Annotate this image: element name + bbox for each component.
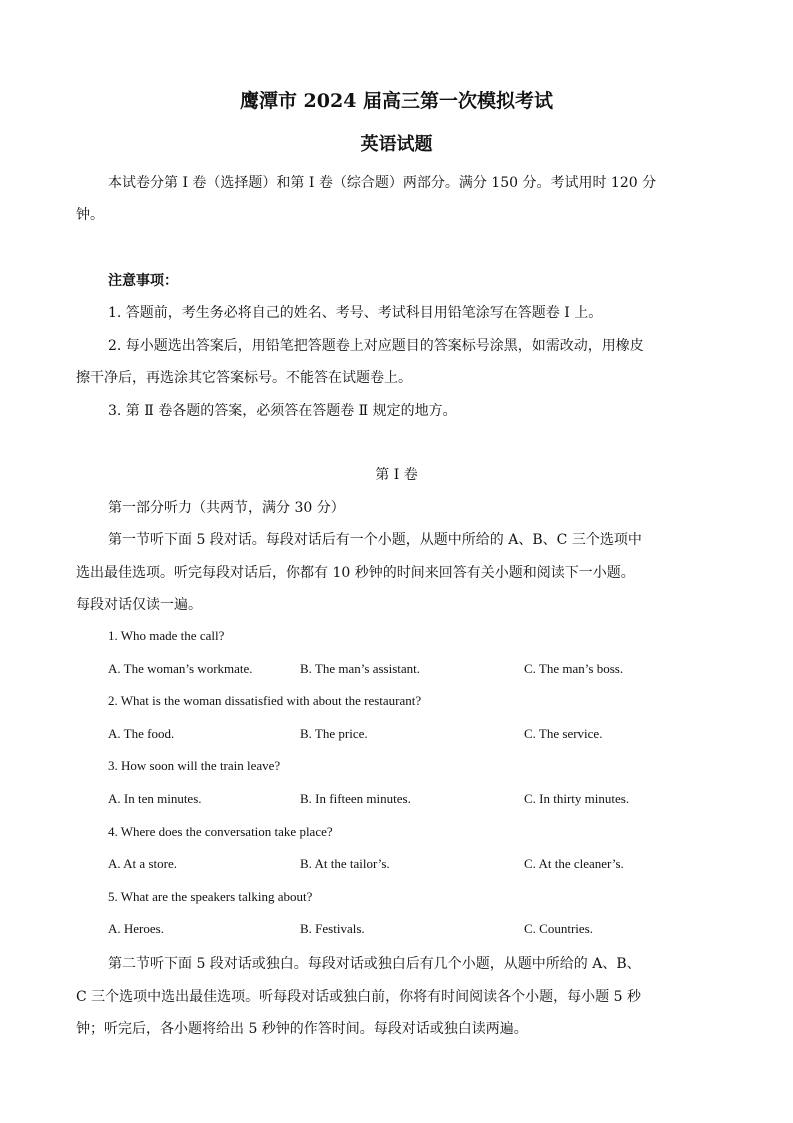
question-5: 5. What are the speakers talking about?: [108, 889, 313, 904]
question-4: 4. Where does the conversation take place?: [108, 824, 333, 839]
q3-option-a: A. In ten minutes.: [108, 791, 202, 806]
note-item-2-line-1: 2. 每小题选出答案后，用铅笔把答题卷上对应题目的答案标号涂黑，如需改动，用橡皮: [108, 338, 644, 354]
q5-option-c: C. Countries.: [524, 921, 593, 936]
q3-option-b: B. In fifteen minutes.: [300, 791, 411, 806]
part1-heading: 第一部分听力（共两节，满分 30 分）: [108, 500, 345, 516]
section2-line-1: 第二节听下面 5 段对话或独白。每段对话或独白后有几个小题，从题中所给的 A、B、: [108, 956, 641, 972]
section1-line-2: 选出最佳选项。听完每段对话后，你都有 10 秒钟的时间来回答有关小题和阅读下一小题。: [76, 565, 635, 581]
q1-option-b: B. The man’s assistant.: [300, 661, 421, 676]
note-item-3: 3. 第 Ⅱ 卷各题的答案，必须答在答题卷 Ⅱ 规定的地方。: [108, 403, 457, 419]
section2-line-2: C 三个选项中选出最佳选项。听每段对话或独白前，你将有时间阅读各个小题，每小题 5 秒: [76, 989, 641, 1005]
notes-heading: 注意事项：: [108, 273, 178, 289]
section1-line-1: 第一节听下面 5 段对话。每段对话后有一个小题，从题中所给的 A、B、C 三个选项中: [108, 532, 642, 548]
exam-title: 鹰潭市 2024 届高三第一次模拟考试: [239, 90, 554, 112]
q1-option-a: A. The woman’s workmate.: [108, 661, 253, 676]
section1-line-3: 每段对话仅读一遍。: [76, 597, 202, 613]
question-1: 1. Who made the call?: [108, 628, 225, 643]
intro-line-1: 本试卷分第 I 卷（选择题）和第 I 卷（综合题）两部分。满分 150 分。考试用时 120 分: [108, 175, 657, 191]
q4-option-b: B. At the tailor’s.: [300, 856, 390, 871]
note-item-2-line-2: 擦干净后，再选涂其它答案标号。不能答在试题卷上。: [76, 370, 412, 386]
question-2: 2. What is the woman dissatisfied with about the restaurant?: [108, 693, 422, 708]
q5-option-b: B. Festivals.: [300, 921, 365, 936]
q3-option-c: C. In thirty minutes.: [524, 791, 630, 806]
q2-option-a: A. The food.: [108, 726, 175, 741]
q4-option-c: C. At the cleaner’s.: [524, 856, 624, 871]
section2-line-3: 钟；听完后，各小题将给出 5 秒钟的作答时间。每段对话或独白读两遍。: [76, 1021, 528, 1037]
q1-option-c: C. The man’s boss.: [524, 661, 624, 676]
question-3: 3. How soon will the train leave?: [108, 758, 281, 773]
note-item-1: 1. 答题前，考生务必将自己的姓名、考号、考试科目用铅笔涂写在答题卷 I 上。: [108, 305, 603, 321]
intro-line-2: 钟。: [76, 207, 104, 223]
q5-option-a: A. Heroes.: [108, 921, 164, 936]
q2-option-c: C. The service.: [524, 726, 603, 741]
q2-option-b: B. The price.: [300, 726, 368, 741]
exam-subtitle: 英语试题: [360, 134, 433, 155]
volume-heading: 第 I 卷: [375, 467, 418, 483]
q4-option-a: A. At a store.: [108, 856, 177, 871]
